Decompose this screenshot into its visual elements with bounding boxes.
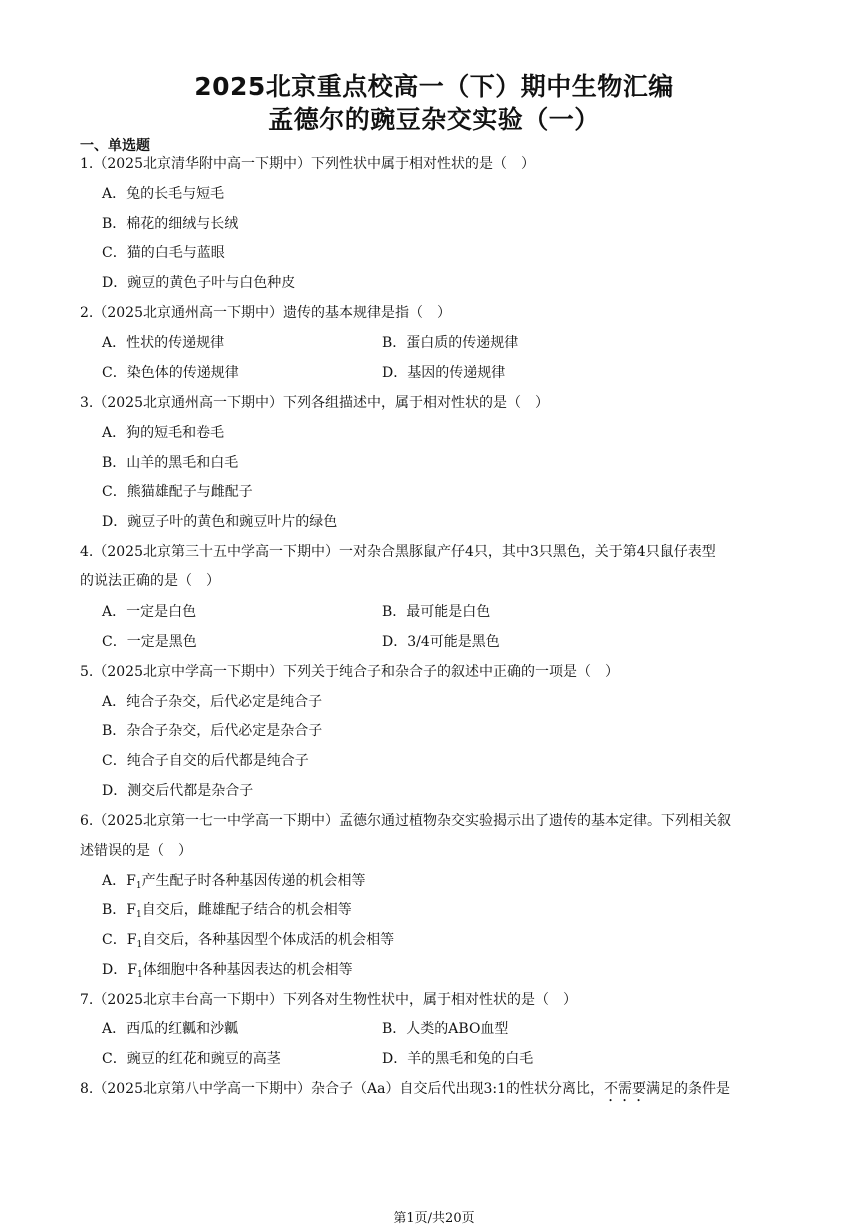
page-footer: 第1页/共20页 <box>393 1211 475 1226</box>
question-1-stem: 1.（2025北京清华附中高一下期中）下列性状中属于相对性状的是（ ） <box>80 156 535 172</box>
question-7-option-b: B．人类的ABO血型 <box>382 1021 509 1037</box>
question-1-option-a: A．兔的长毛与短毛 <box>102 186 225 202</box>
question-2-option-b: B．蛋白质的传递规律 <box>382 335 519 351</box>
document-title: 2025北京重点校高一（下）期中生物汇编 <box>194 72 674 101</box>
question-4-stem-line-2: 的说法正确的是（ ） <box>80 573 220 589</box>
question-5-stem: 5.（2025北京中学高一下期中）下列关于纯合子和杂合子的叙述中正确的一项是（ ） <box>80 664 619 680</box>
section-heading: 一、单选题 <box>80 138 150 154</box>
question-7-option-a: A．西瓜的红瓤和沙瓤 <box>102 1021 239 1037</box>
question-2-option-c: C．染色体的传递规律 <box>102 365 239 381</box>
question-4-option-d: D．3/4可能是黑色 <box>382 634 500 650</box>
question-6-option-a: A．$F_1$产生配子时各种基因传递的机会相等 <box>102 873 366 891</box>
question-7-stem: 7.（2025北京丰台高一下期中）下列各对生物性状中，属于相对性状的是（ ） <box>80 992 577 1008</box>
question-5-option-c: C．纯合子自交的后代都是纯合子 <box>102 753 309 769</box>
question-3-option-a: A．狗的短毛和卷毛 <box>102 425 225 441</box>
question-3-option-c: C．熊猫雄配子与雌配子 <box>102 484 253 500</box>
emphasized-text: 不需要 <box>603 1081 646 1097</box>
question-4-option-a: A．一定是白色 <box>102 604 197 620</box>
question-7-option-c: C．豌豆的红花和豌豆的高茎 <box>102 1051 281 1067</box>
question-3-option-d: D．豌豆子叶的黄色和豌豆叶片的绿色 <box>102 514 338 530</box>
question-6-stem-line-2: 述错误的是（ ） <box>80 843 192 859</box>
question-4-option-b: B．最可能是白色 <box>382 604 491 620</box>
question-5-option-a: A．纯合子杂交，后代必定是纯合子 <box>102 694 323 710</box>
question-8-stem: 8.（2025北京第八中学高一下期中）杂合子（Aa）自交后代出现3:1的性状分离比，不需要满足的条件是 <box>80 1081 730 1097</box>
question-6-option-b: B．$F_1$自交后，雌雄配子结合的机会相等 <box>102 902 352 920</box>
question-3-option-b: B．山羊的黑毛和白毛 <box>102 455 239 471</box>
question-3-stem: 3.（2025北京通州高一下期中）下列各组描述中，属于相对性状的是（ ） <box>80 395 549 411</box>
question-4-stem-line-1: 4.（2025北京第三十五中学高一下期中）一对杂合黑豚鼠产仔4只，其中3只黑色，关于第4只鼠仔表型 <box>80 544 716 560</box>
question-1-option-c: C．猫的白毛与蓝眼 <box>102 245 225 261</box>
question-1-option-d: D．豌豆的黄色子叶与白色种皮 <box>102 275 296 291</box>
question-2-option-d: D．基因的传递规律 <box>382 365 506 381</box>
question-5-option-d: D．测交后代都是杂合子 <box>102 783 254 799</box>
question-6-option-d: D．$F_1$体细胞中各种基因表达的机会相等 <box>102 962 353 980</box>
question-4-option-c: C．一定是黑色 <box>102 634 197 650</box>
question-6-option-c: C．$F_1$自交后，各种基因型个体成活的机会相等 <box>102 932 395 950</box>
question-2-stem: 2.（2025北京通州高一下期中）遗传的基本规律是指（ ） <box>80 305 451 321</box>
question-5-option-b: B．杂合子杂交，后代必定是杂合子 <box>102 723 323 739</box>
question-2-option-a: A．性状的传递规律 <box>102 335 225 351</box>
document-subtitle: 孟德尔的豌豆杂交实验（一） <box>268 105 600 134</box>
question-6-stem-line-1: 6.（2025北京第一七一中学高一下期中）孟德尔通过植物杂交实验揭示出了遗传的基本定律。下列相关叙 <box>80 813 731 829</box>
question-1-option-b: B．棉花的细绒与长绒 <box>102 216 239 232</box>
question-7-option-d: D．羊的黑毛和兔的白毛 <box>382 1051 534 1067</box>
